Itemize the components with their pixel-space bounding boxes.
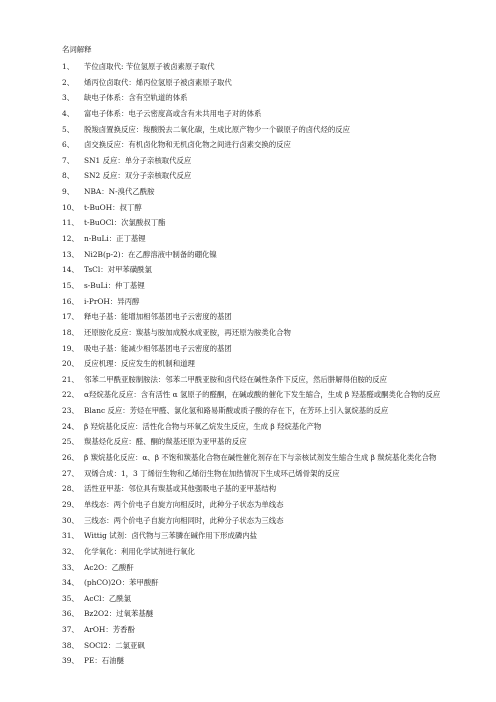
- term-number: 38、: [62, 640, 79, 650]
- term-text: 苄位卤取代: 苄位氢原子被卤素原子取代: [84, 62, 215, 71]
- term-item: [62, 297, 452, 308]
- term-text: 邻苯二甲酰亚胺制胺法：邻苯二甲酰亚胺和卤代烃在碱性条件下反应，然后肼解得伯胺的反应: [84, 374, 388, 384]
- term-number: 13、: [62, 249, 79, 259]
- term-item: [62, 437, 452, 448]
- term-text: 化学氧化：利用化学试剂进行氧化: [84, 546, 195, 556]
- term-text: 单线态：两个价电子自旋方向相反时，此种分子状态为单线态: [84, 499, 284, 509]
- term-number: 36、: [62, 609, 79, 619]
- term-item: [62, 656, 452, 667]
- term-item: [62, 125, 452, 136]
- term-text: 反应机理：反应发生的机制和道理: [84, 359, 195, 369]
- term-text: α羟烷基化反应：含有活性 α 氢原子的醛酮，在碱或酸的催化下发生缩合，生成 β 羟基醛或酮类化合物的反应: [84, 390, 441, 400]
- term-text: β 羟烷基化反应：活性化合物与环氧乙烷发生反应，生成 β 羟烷基化产物: [84, 421, 322, 431]
- term-text: 烯丙位卤取代：烯丙位氢原子被卤素原子取代: [84, 77, 232, 87]
- term-item: [62, 500, 452, 511]
- term-text: 三线态：两个价电子自旋方向相同时，此种分子状态为三线态: [84, 515, 284, 525]
- term-item: [62, 171, 452, 182]
- term-text: SN1 反应：单分子亲核取代反应: [84, 155, 192, 165]
- term-item: [62, 578, 452, 589]
- term-text: 还原胺化反应：羰基与胺加成脱水成亚胺，再还原为胺类化合物: [84, 327, 291, 337]
- term-number: 19、: [62, 343, 79, 353]
- term-item: [62, 406, 452, 417]
- term-number: 16、: [62, 296, 79, 306]
- term-item: [62, 375, 452, 386]
- term-text: 双烯合成：1，3 丁烯衍生物和乙烯衍生物在加热情况下生成环己烯骨架的反应: [84, 468, 340, 478]
- term-number: 9、: [62, 187, 75, 197]
- term-item: [62, 62, 452, 73]
- term-number: 31、: [62, 531, 79, 541]
- term-item: [62, 531, 452, 542]
- term-item: [62, 563, 452, 574]
- term-item: [62, 156, 452, 167]
- term-item: [62, 641, 452, 652]
- term-text: Blanc 反应：芳烃在甲醛、氯化氢和路易斯酸或质子酸的存在下，在芳环上引入氯烷基的反应: [84, 406, 389, 416]
- term-item: [62, 547, 452, 558]
- term-number: 3、: [62, 93, 75, 103]
- term-item: [62, 265, 452, 276]
- term-item: [62, 484, 452, 495]
- term-number: 25、: [62, 437, 79, 447]
- term-number: 6、: [62, 140, 75, 150]
- term-item: [62, 187, 452, 198]
- term-number: 22、: [62, 390, 79, 400]
- term-number: 12、: [62, 234, 79, 244]
- term-number: 26、: [62, 453, 79, 463]
- term-number: 33、: [62, 562, 79, 572]
- term-item: [62, 516, 452, 527]
- term-text: 富电子体系：电子云密度高或含有未共用电子对的体系: [84, 108, 262, 118]
- term-number: 29、: [62, 499, 79, 509]
- term-item: [62, 218, 452, 229]
- term-item: [62, 109, 452, 120]
- term-item: [62, 469, 452, 480]
- term-text: NBA：N-溴代乙酰胺: [84, 187, 155, 197]
- term-item: [62, 93, 452, 104]
- term-text: Ni2B(p-2)：在乙醇溶液中制备的硼化镍: [84, 249, 217, 259]
- term-text: 脱羧卤置换反应：羧酸脱去二氧化碳，生成比原产物少一个碳原子的卤代烃的反应: [84, 124, 351, 134]
- term-number: 8、: [62, 171, 75, 181]
- term-text: s-BuLi：仲丁基锂: [84, 280, 145, 290]
- term-item: [62, 359, 452, 370]
- term-number: 27、: [62, 468, 79, 478]
- term-number: 5、: [62, 124, 75, 134]
- term-item: [62, 312, 452, 323]
- term-number: 37、: [62, 625, 79, 635]
- term-number: 28、: [62, 484, 79, 494]
- term-text: 羰基烃化反应：醛、酮的羰基还原为亚甲基的反应: [84, 437, 247, 447]
- term-text: (phCO)2O：苯甲酸酐: [84, 578, 159, 588]
- term-item: [62, 281, 452, 292]
- term-item: [62, 609, 452, 620]
- page-title: 名词解释: [62, 45, 92, 54]
- term-text: t-BuOCl：次氯酸叔丁酯: [84, 218, 166, 228]
- term-item: [62, 140, 452, 151]
- term-number: 15、: [62, 280, 79, 290]
- term-text: 卤交换反应：有机卤化物和无机卤化物之间进行卤素交换的反应: [84, 140, 291, 150]
- term-number: 2、: [62, 77, 75, 87]
- term-number: 17、: [62, 312, 79, 322]
- term-text: ArOH：芳香酚: [84, 625, 135, 635]
- term-item: [62, 390, 452, 401]
- term-text: TsCl：对甲苯磺酰氯: [84, 265, 152, 275]
- term-number: 4、: [62, 108, 75, 118]
- term-item: [62, 78, 452, 89]
- term-number: 21、: [62, 374, 79, 384]
- term-item: [62, 594, 452, 605]
- term-list: [62, 62, 452, 672]
- term-text: SN2 反应：双分子亲核取代反应: [84, 171, 192, 181]
- term-text: 释电子基：能增加相邻基团电子云密度的基团: [84, 312, 232, 322]
- term-text: i-PrOH：异丙醇: [84, 296, 140, 306]
- term-item: [62, 234, 452, 245]
- term-number: 39、: [62, 656, 79, 666]
- term-text: PE：石油醚: [84, 656, 124, 666]
- term-text: 缺电子体系：含有空轨道的体系: [84, 93, 188, 103]
- term-text: SOCl2：二氯亚砜: [84, 640, 145, 650]
- term-text: 活性亚甲基：邻位具有羰基或其他强吸电子基的亚甲基结构: [84, 484, 277, 494]
- term-item: [62, 422, 452, 433]
- term-number: 14、: [62, 265, 79, 275]
- term-number: 18、: [62, 327, 79, 337]
- term-item: [62, 344, 452, 355]
- term-number: 11、: [62, 218, 79, 228]
- term-number: 23、: [62, 406, 79, 416]
- term-item: [62, 203, 452, 214]
- term-number: 24、: [62, 421, 79, 431]
- term-text: Ac2O：乙酸酐: [84, 562, 134, 572]
- term-number: 20、: [62, 359, 79, 369]
- term-text: 吸电子基：能减少相邻基团电子云密度的基团: [84, 343, 232, 353]
- term-item: [62, 453, 452, 464]
- term-text: Wittig 试剂：卤代物与三苯膦在碱作用下形成磷内盐: [84, 531, 258, 541]
- term-item: [62, 328, 452, 339]
- term-number: 30、: [62, 515, 79, 525]
- term-text: t-BuOH：叔丁醇: [84, 202, 142, 212]
- term-text: Bz2O2：过氧苯基醚: [84, 609, 154, 619]
- term-number: 7、: [62, 155, 75, 165]
- term-text: AcCl：乙酰氯: [84, 593, 132, 603]
- term-text: n-BuLi：正丁基锂: [84, 234, 146, 244]
- term-item: [62, 250, 452, 261]
- term-number: 32、: [62, 546, 79, 556]
- term-item: [62, 625, 452, 636]
- term-text: β 羰烷基化反应：α、β 不饱和羰基化合物在碱性催化剂存在下与亲核试剂发生缩合生成 β 羰烷基化类化合物: [84, 453, 437, 463]
- term-number: 1、: [62, 62, 75, 71]
- term-number: 10、: [62, 202, 79, 212]
- term-number: 35、: [62, 593, 79, 603]
- term-number: 34、: [62, 578, 79, 588]
